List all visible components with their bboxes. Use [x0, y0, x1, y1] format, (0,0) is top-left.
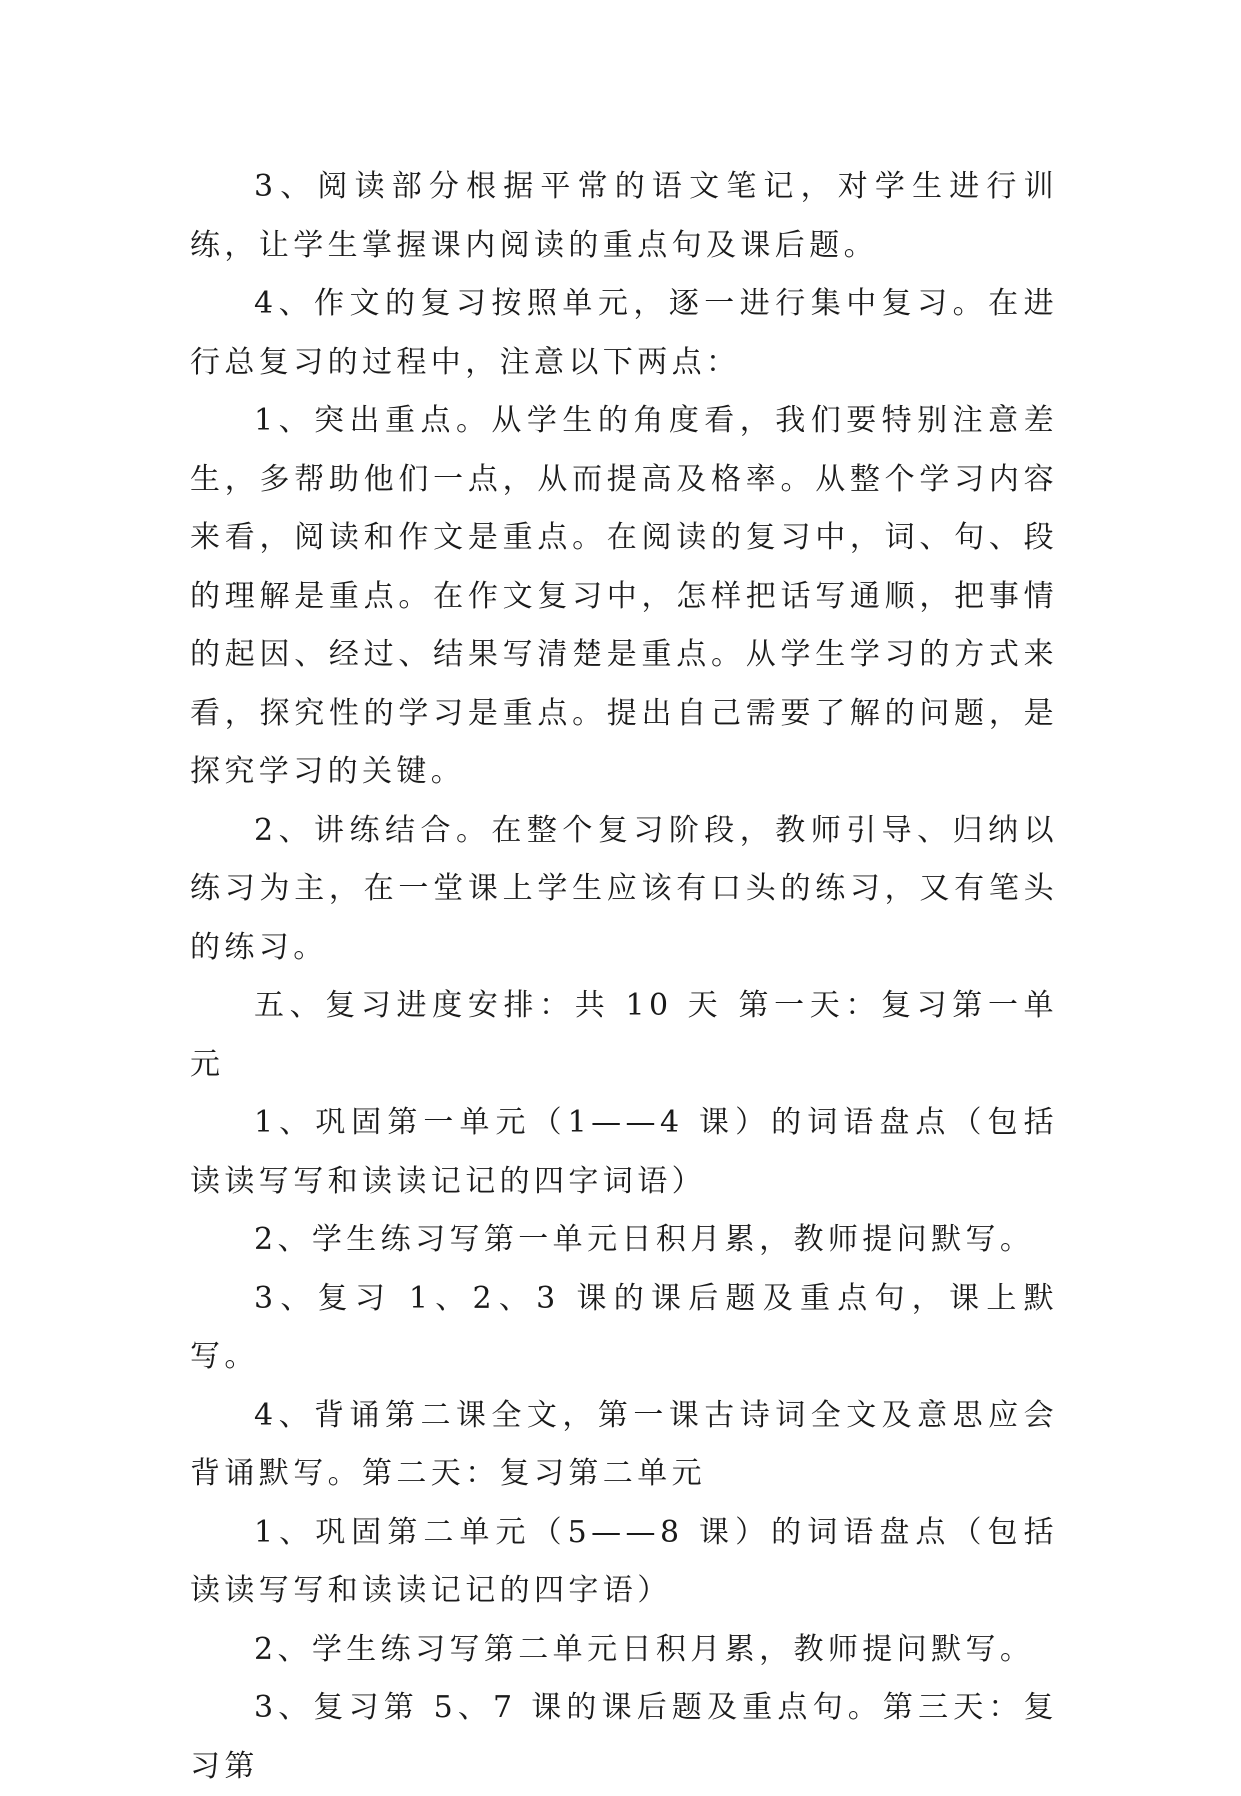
paragraph: 3、阅读部分根据平常的语文笔记，对学生进行训练，让学生掌握课内阅读的重点句及课后题。 — [190, 169, 1058, 263]
paragraph: 2、学生练习写第一单元日积月累，教师提问默写。 — [254, 1222, 1035, 1257]
paragraph: 五、复习进度安排：共 10 天 第一天：复习第一单元 — [190, 988, 1058, 1082]
paragraph: 4、作文的复习按照单元，逐一进行集中复习。在进行总复习的过程中，注意以下两点： — [190, 286, 1058, 380]
paragraph: 1、突出重点。从学生的角度看，我们要特别注意差生，多帮助他们一点，从而提高及格率。从整个学习内容来看，阅读和作文是重点。在阅读的复习中，词、句、段的理解是重点。在作文复习中，怎样把话写通顺，把事情的起因、经过、结果写清楚是重点。从学生学习的方式来看，探究性的学习是重点。提出自己需要了解的问题，是探究学习的关键。 — [190, 403, 1058, 789]
paragraph: 1、巩固第一单元（1——4 课）的词语盘点（包括读读写写和读读记记的四字词语） — [190, 1105, 1058, 1199]
paragraph: 4、背诵第二课全文，第一课古诗词全文及意思应会背诵默写。第二天：复习第二单元 — [190, 1397, 1058, 1491]
paragraph: 2、学生练习写第二单元日积月累，教师提问默写。 — [254, 1631, 1035, 1667]
document-body — [190, 158, 1058, 1796]
paragraph: 3、复习 1、2、3 课的课后题及重点句，课上默写。 — [190, 1280, 1058, 1374]
paragraph: 1、巩固第二单元（5——8 课）的词语盘点（包括读读写写和读读记记的四字语） — [190, 1514, 1058, 1608]
paragraph: 2、讲练结合。在整个复习阶段，教师引导、归纳以练习为主，在一堂课上学生应该有口头的练习，又有笔头的练习。 — [190, 812, 1058, 965]
paragraph: 3、复习第 5、7 课的课后题及重点句。第三天：复习第 — [190, 1690, 1058, 1784]
